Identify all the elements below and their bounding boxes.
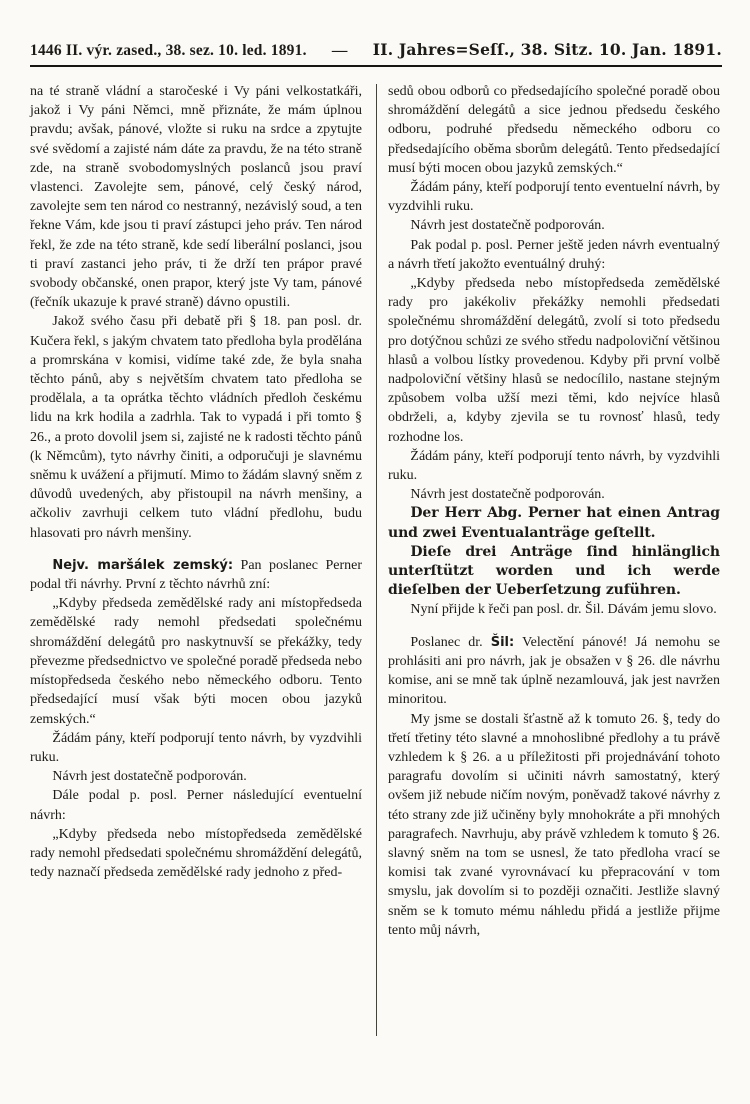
- header-czech-date: 1446 II. výr. zased., 38. sez. 10. led. 1891.: [30, 42, 307, 59]
- paragraph: „Kdyby předseda zemědělské rady ani místopředseda zemědělské rady nemohl předsedati společnému shromáždění delegátů pro naskytnuvší se překážky, tedy převezme předsednictvo ve společné poradě předseda nebo místopředseda českého nebo německého odboru. Tento předsedající musí však býti mocen obou jazyků zemských.“: [30, 596, 362, 727]
- paragraph: Pak podal p. posl. Perner ještě jeden návrh eventualný a návrh třetí jakožto eventuálný druhý:: [388, 237, 720, 272]
- speaker-name: Nejv. maršálek zemský:: [52, 557, 234, 573]
- speaker-name: Šil:: [490, 634, 515, 650]
- paragraph: My jsme se dostali šťastně až k tomuto 26. §, tedy do třetí třetiny této slavné a mnohoslibné předlohy a tu právě vzhledem k § 26. a u příležitosti při projednávání tohoto paragrafu dovolím si učiniti návrh samostatný, který ovšem již nebude ničím novým, poněvadž takové návrhy z této strany zde již učiněny byly mnohokráte a při mnohých paragrafech. Navrhuju, aby právě vzhledem k tomuto § 26. slavný sněm na tom se usnesl, že tato předloha vrací se komisi tak zvané vyrovnávací ku přepracování v tom smyslu, jak dovolím si to později označiti. Jestliže slavný sněm se k tomuto mému náhledu přidá a jestliže přijme tento můj návrh,: [388, 711, 720, 938]
- paragraph: Žádám pány, kteří podporují tento eventuelní návrh, by vyzdvihli ruku.: [388, 180, 720, 215]
- header-separator: —: [331, 42, 348, 59]
- paragraph: Dále podal p. posl. Perner následující eventuelní návrh:: [30, 788, 362, 823]
- paragraph: „Kdyby předseda nebo místopředseda zemědělské rady nemohl předsedati společnému shromáždění delegátů, tedy naznačí předseda zemědělské rady jednoho z před-: [30, 826, 362, 881]
- column-divider-rule: [376, 84, 377, 1036]
- text-column-right: [388, 82, 720, 1042]
- speaker-paragraph: Poslanec dr. Šil: Velectění pánové! Já nemohu se prohlásiti ani pro návrh, jak je obsažen v § 26. dle návrhu komise, ani se mně tak úplně nezamlouvá, jak jest navržen minoritou.: [388, 634, 721, 708]
- paragraph: Žádám pány, kteří podporují tento návrh, by vyzdvihli ruku.: [388, 448, 720, 484]
- paragraph: Dieſe drei Anträge ſind hinlänglich unterſtützt worden und ich werde dieſelben der Ueberſetzung zuführen.: [388, 543, 720, 599]
- paragraph: Návrh jest dostatečně podporován.: [410, 487, 605, 503]
- paragraph: „Kdyby předseda nebo místopředseda zemědělské rady pro jakékoliv překážky nemohli předsedati společnému shromáždění delegátů, zvolí si toto předsedu pro dotýčnou schůzi ze svého středu nadpoloviční většinou hlasů a volbou lístky provedenou. Kdyby při první volbě nadpoloviční většiny hlasů se nedocílilo, nastane stejným způsobem volba užší mezi těmi, kdo nejvíce hlasů obdrželi, a, kdyby zjevila se tu rovnosť hlasů, tedy rozhodne los.: [388, 276, 720, 445]
- text-column-left: [30, 82, 362, 1042]
- paragraph: Jakož svého času při debatě při § 18. pan posl. dr. Kučera řekl, s jakým chvatem tato předloha byla prodělána a promrskána v komisi, vidíme také zde, že byla snaha těchto pánů, aby s největším chvatem tato předloha se prodělala, a ta oprátka těchto vládních předloh českému lidu na krk hodila a zadrhla. Tak to vypadá i při tomto § 26., a proto dovolil jsem si, zajisté ne k radosti těchto pánů (k Němcům), tyto návrhy činiti, a odporučuji je slavnému sněmu k uvážení a přijmutí. Mimo to žádám slavný sněm z důvodů uvedených, aby přistoupil na návrh menšiny, a ačkoliv zavrhuji celkem tuto vládní předlohu, budu hlasovati pro návrh menšiny.: [30, 314, 362, 541]
- paragraph: Návrh jest dostatečně podporován.: [52, 769, 247, 785]
- paragraph: Nyní přijde k řeči pan posl. dr. Šil. Dávám jemu slovo.: [410, 602, 717, 618]
- paragraph: Návrh jest dostatečně podporován.: [410, 218, 605, 234]
- speaker-paragraph: Nejv. maršálek zemský: Pan poslanec Perner podal tři návrhy. První z těchto návrhů zní:: [30, 557, 362, 593]
- header-rule: [30, 65, 722, 67]
- running-header: [30, 40, 722, 60]
- paragraph: Der Herr Abg. Perner hat einen Antrag und zwei Eventualanträge geſtellt.: [388, 505, 720, 541]
- paragraph: sedů obou odborů co předsedajícího společné poradě obou shromáždění delegátů a sice jednou předsedu českého odboru, podruhé předsedu německého odboru co předsedajícího oběma sborům delegátů. Tento předsedající musí býti mocen obou jazyků zemských.“: [388, 84, 720, 176]
- header-german-date: II. Jahres=Seſſ., 38. Sitz. 10. Jan. 1891.: [372, 40, 722, 59]
- two-column-text-block: [30, 82, 722, 1042]
- paragraph: Žádám pány, kteří podporují tento návrh, by vyzdvihli ruku.: [30, 730, 362, 765]
- paragraph: na té straně vládní a staročeské i Vy páni velkostatkáři, jakož i Vy páni Němci, mně přiznáte, že mám úplnou pravdu; avšak, pánové, vložte si ruku na srdce a zpytujte své svědomí a zajisté nám dáte za pravdu, že na této straně zde, na straně svobodomyslných poslanců jsou praví vlastenci. Zavolejte sem, pánové, celý český národ, zavolejte sem ten národ co nestranný, nezávislý soud, a ten řekne Vám, kde jsou ti praví zástupci jeho práv. Ten národ řekl, že zde na této straně, kde sedí liberální poslanci, jsou ti praví zastanci jeho práv, ti že drží ten prápor pravé svobody občanské, onen prapor, který jste Vy tam, pánové (řečník ukazuje k pravé straně) dávno opustili.: [30, 84, 362, 311]
